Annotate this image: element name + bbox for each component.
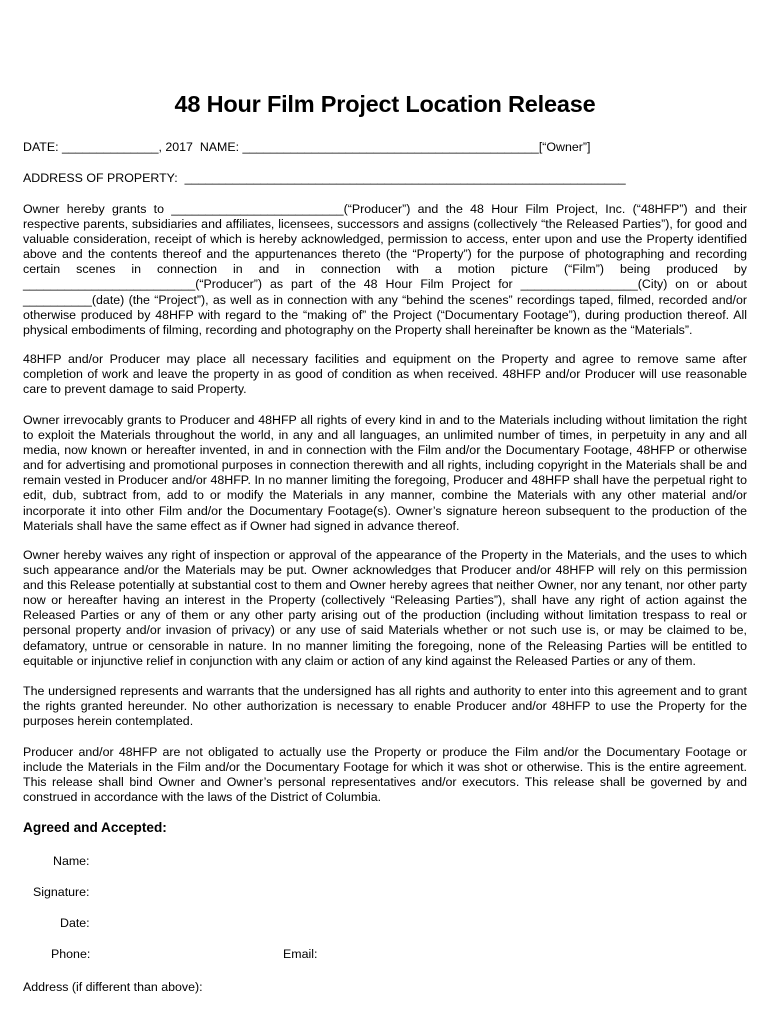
warranty-paragraph: The undersigned represents and warrants that the undersigned has all rights and authority to enter into this agreement and to grant the rights granted hereunder. No other authorization is necessary to enable Producer and/or 48HFP to use the Property for the purposes herein contemplated. <box>23 684 747 729</box>
signature-field-label: Signature: <box>33 885 90 899</box>
agreed-accepted-heading: Agreed and Accepted: <box>23 820 167 835</box>
name-field-label: Name: <box>53 854 90 868</box>
address-field-label: Address (if different than above): <box>23 980 203 994</box>
facilities-paragraph: 48HFP and/or Producer may place all necessary facilities and equipment on the Property and agree to remove same after completion of work and leave the property in as good of condition as when received. 48HFP and/or Producer will use reasonable care to prevent damage to said Property. <box>23 352 747 397</box>
grant-paragraph: Owner hereby grants to _________________________(“Producer”) and the 48 Hour Film Project, Inc. (“48HFP”) and their respective parents, subsidiaries and affiliates, licensees, successors and assigns (collectively “the Released Parties”), for good and valuable consideration, receipt of which is hereby acknowledged, permission to access, enter upon and use the Property identified above and the contents thereof and the appurtenances thereto (the “Property”) for the purpose of photographing and recording certain scenes in connection in and in connection with a motion picture (“Film”) being produced by _________________________(“Producer”) as part of the 48 Hour Film Project for _________________(City) on or about __________(date) (the “Project”), as well as in connection with any “behind the scenes” recordings taped, filmed, recorded and/or otherwise produced by 48HFP with regard to the “making of” the Project (“Documentary Footage”), during production thereof. All physical embodiments of filming, recording and photography on the Property shall hereinafter be known as the “Materials”. <box>23 202 747 337</box>
address-of-property-line: ADDRESS OF PROPERTY: ________________________________________________________________ <box>23 171 626 185</box>
date-name-owner-line: DATE: ______________, 2017 NAME: ___________________________________________[“Owner”] <box>23 140 591 154</box>
email-field-label: Email: <box>283 947 318 961</box>
date-field-label: Date: <box>60 916 90 930</box>
document-title: 48 Hour Film Project Location Release <box>174 91 596 117</box>
obligation-paragraph: Producer and/or 48HFP are not obligated to actually use the Property or produce the Film and/or the Documentary Footage or include the Materials in the Film and/or the Documentary Footage for which it was shot or otherwise. This is the entire agreement. This release shall bind Owner and Owner’s personal representatives and/or executors. This release shall be governed by and construed in accordance with the laws of the District of Columbia. <box>23 745 747 805</box>
waiver-paragraph: Owner hereby waives any right of inspection or approval of the appearance of the Property in the Materials, and the uses to which such appearance and/or the Materials may be put. Owner acknowledges that Producer and/or 48HFP will rely on this permission and this Release potentially at substantial cost to them and Owner hereby agrees that neither Owner, nor any tenant, nor other party now or hereafter having an interest in the Property (collectively “Releasing Parties”), shall have any right of action against the Released Parties or any of them or any other party arising out of the production (including without limitation trespass to real or personal property and/or invasion of privacy) or any use of said Materials whether or not such use is, or may be claimed to be, defamatory, untrue or censorable in nature. In no manner limiting the foregoing, none of the Releasing Parties will be entitled to equitable or injunctive relief in conjunction with any claim or action of any kind against the Released Parties or any of them. <box>23 548 747 668</box>
rights-paragraph: Owner irrevocably grants to Producer and 48HFP all rights of every kind in and to the Materials including without limitation the right to exploit the Materials throughout the world, in any and all languages, an unlimited number of times, in perpetuity in any and all media, now known or hereafter invented, in and in connection with the Film and/or the Documentary Footage, 48HFP or otherwise and for advertising and promotional purposes in connection therewith and all rights, including copyright in the Materials shall be and remain vested in Producer and/or 48HFP. In no manner limiting the foregoing, Producer and 48HFP shall have the perpetual right to edit, dub, subtract from, add to or modify the Materials in any manner, combine the Materials with any other material and/or incorporate it into other Film and/or the Documentary Footage(s). Owner’s signature hereon subsequent to the production of the Materials shall have the same effect as if Owner had signed in advance thereof. <box>23 413 747 533</box>
phone-field-label: Phone: <box>51 947 91 961</box>
